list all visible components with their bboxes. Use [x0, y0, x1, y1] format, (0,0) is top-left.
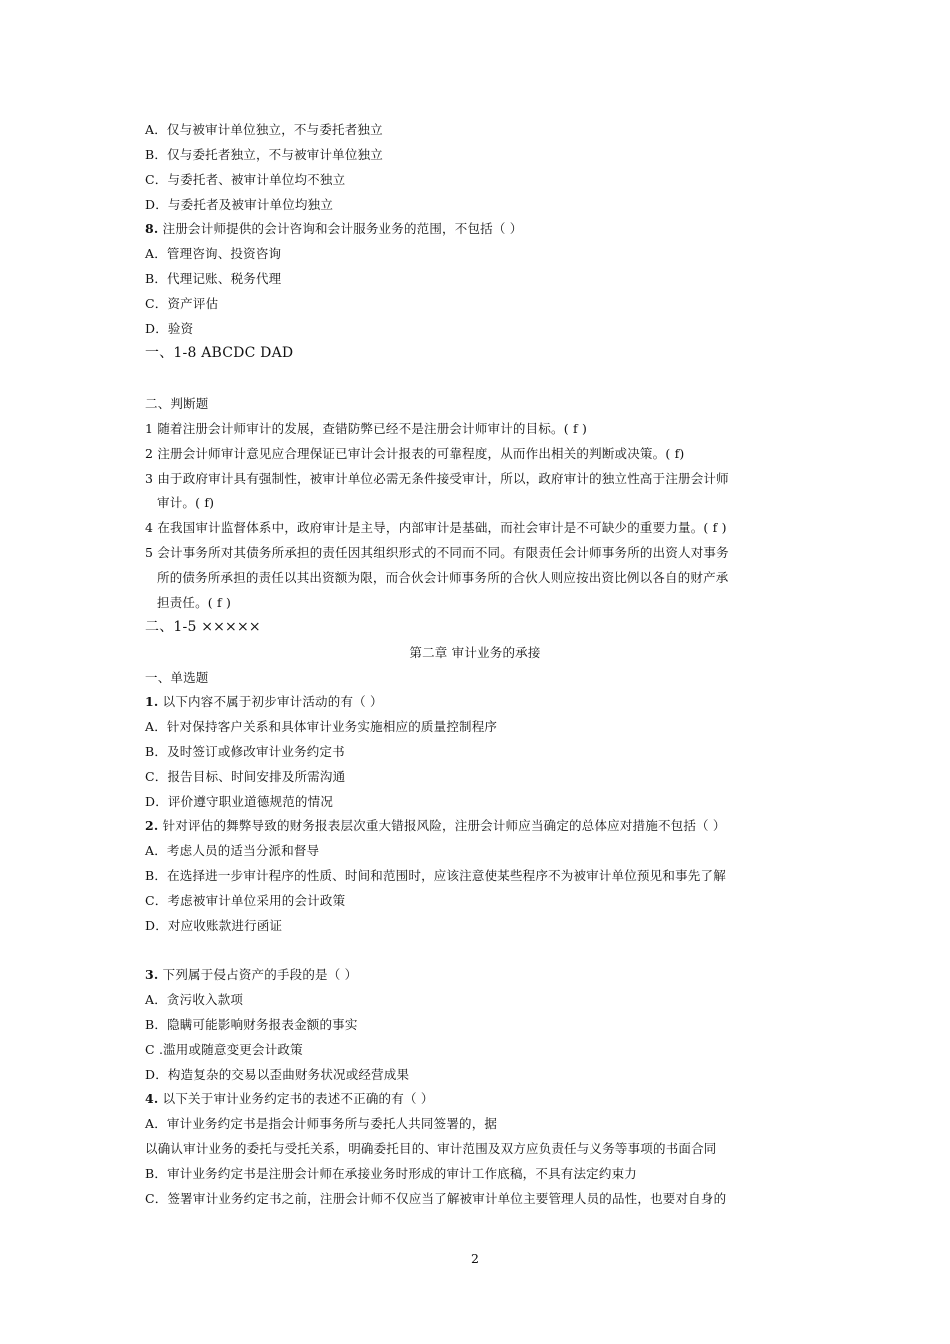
question-number: 8.	[145, 221, 159, 236]
answer-line: 一、1-8 ABCDC DAD	[145, 345, 294, 361]
text-line: A．考虑人员的适当分派和督导	[145, 843, 320, 858]
text-line: B．审计业务约定书是注册会计师在承接业务时形成的审计工作底稿，不具有法定约束力	[145, 1166, 637, 1181]
question-number: 4.	[145, 1091, 159, 1106]
text-line: D．对应收账款进行函证	[145, 918, 283, 933]
text-line: C．资产评估	[145, 296, 219, 311]
section-heading: 二、判断题	[145, 396, 209, 411]
question-line: 1. 以下内容不属于初步审计活动的有（ ）	[145, 694, 383, 709]
text-line: A．针对保持客户关系和具体审计业务实施相应的质量控制程序	[145, 719, 498, 734]
question-line: 4. 以下关于审计业务约定书的表述不正确的有（ ）	[145, 1091, 434, 1106]
text-line: 担责任。( f )	[157, 595, 232, 610]
question-number: 2.	[145, 818, 159, 833]
chapter-title: 第二章 审计业务的承接	[409, 645, 541, 660]
text-line: B．在选择进一步审计程序的性质、时间和范围时，应该注意使某些程序不为被审计单位预见和事先了解	[145, 868, 726, 883]
question-number: 1.	[145, 694, 159, 709]
text-line: D．验资	[145, 321, 194, 336]
text-line: C．与委托者、被审计单位均不独立	[145, 172, 346, 187]
text-line: 3 由于政府审计具有强制性，被审计单位必需无条件接受审计，所以，政府审计的独立性高于注册会计师	[145, 471, 729, 486]
text-line: A．贪污收入款项	[145, 992, 244, 1007]
text-line: C .滥用或随意变更会计政策	[145, 1042, 303, 1057]
text-line: C．考虑被审计单位采用的会计政策	[145, 893, 346, 908]
text-line: 4 在我国审计监督体系中，政府审计是主导，内部审计是基础，而社会审计是不可缺少的重要力量。( f )	[145, 520, 727, 535]
question-line: 8. 注册会计师提供的会计咨询和会计服务业务的范围，不包括（ ）	[145, 221, 523, 236]
text-line: 5 会计事务所对其债务所承担的责任因其组织形式的不同而不同。有限责任会计师事务所的出资人对事务	[145, 545, 729, 560]
text-line: 1 随着注册会计师审计的发展，查错防弊已经不是注册会计师审计的目标。( f )	[145, 421, 588, 436]
text-line: B．仅与委托者独立，不与被审计单位独立	[145, 147, 383, 162]
text-line: C．报告目标、时间安排及所需沟通	[145, 769, 346, 784]
page-number: 2	[471, 1251, 479, 1266]
question-line: 2. 针对评估的舞弊导致的财务报表层次重大错报风险，注册会计师应当确定的总体应对措施不包括（ ）	[145, 818, 726, 833]
text-line: B．代理记账、税务代理	[145, 271, 282, 286]
text-line: D．评价遵守职业道德规范的情况	[145, 794, 334, 809]
text-line: 以确认审计业务的委托与受托关系，明确委托目的、审计范围及双方应负责任与义务等事项的书面合同	[145, 1141, 717, 1156]
text-line: D．构造复杂的交易以歪曲财务状况或经营成果	[145, 1067, 410, 1082]
text-line: B．及时签订或修改审计业务约定书	[145, 744, 345, 759]
text-line: A．审计业务约定书是指会计师事务所与委托人共同签署的，据	[145, 1116, 498, 1131]
text-line: 2 注册会计师审计意见应合理保证已审计会计报表的可靠程度，从而作出相关的判断或决策。( f)	[145, 446, 685, 461]
question-number: 3.	[145, 967, 159, 982]
text-line: 审计。( f)	[157, 495, 215, 510]
text-line: A．仅与被审计单位独立，不与委托者独立	[145, 122, 383, 137]
text-line: D．与委托者及被审计单位均独立	[145, 197, 334, 212]
text-line: C．签署审计业务约定书之前，注册会计师不仅应当了解被审计单位主要管理人员的品性，也要对自身的	[145, 1191, 727, 1206]
text-line: 所的债务所承担的责任以其出资额为限，而合伙会计师事务所的合伙人则应按出资比例以各自的财产承	[157, 570, 729, 585]
text-line: A．管理咨询、投资咨询	[145, 246, 282, 261]
text-line: B．隐瞒可能影响财务报表金额的事实	[145, 1017, 358, 1032]
question-line: 3. 下列属于侵占资产的手段的是（ ）	[145, 967, 358, 982]
section-heading: 一、单选题	[145, 670, 209, 685]
answer-line: 二、1-5 ×××××	[145, 619, 261, 635]
